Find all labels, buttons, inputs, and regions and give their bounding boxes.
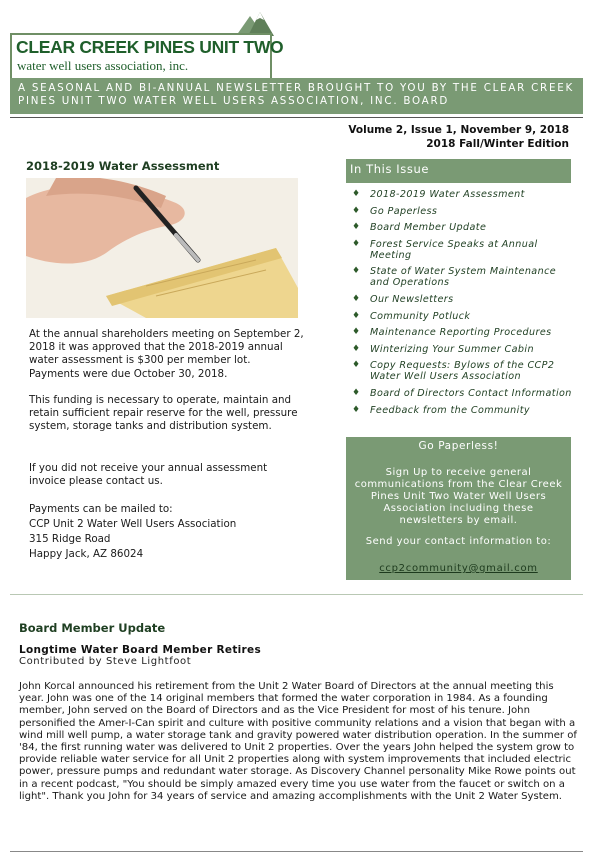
toc-item[interactable]: ♦ Board of Directors Contact Information xyxy=(352,387,572,399)
toc-item[interactable]: ♦ Maintenance Reporting Procedures xyxy=(352,327,552,339)
diamond-bullet-icon: ♦ xyxy=(352,387,361,398)
assessment-paragraph-2: This funding is necessary to operate, maintain and retain sufficient repair reserve for the well, pressure system, storage tanks and distribution system. xyxy=(29,394,298,433)
divider xyxy=(10,851,583,852)
go-paperless-body: Sign Up to receive general communications from the Clear Creek Pines Unit Two Water Well Users Association including these newsletters by email. xyxy=(354,467,563,526)
check-writing-photo xyxy=(26,178,298,318)
board-contributor: Contributed by Steve Lightfoot xyxy=(19,656,192,667)
assessment-paragraph-3: If you did not receive your annual assessment invoice please contact us. xyxy=(29,462,268,488)
toc-item[interactable]: ♦ Community Potluck xyxy=(352,310,471,322)
mailing-address xyxy=(29,503,304,563)
toc-item[interactable]: ♦ Our Newsletters xyxy=(352,293,454,305)
address-line: Payments can be mailed to: xyxy=(29,503,173,515)
board-article-body: John Korcal announced his retirement from the Unit 2 Water Board of Directors at the annual meeting this year. John was one of the 14 original members that formed the water corporation in 1984. As a founding member, John served on the Board of Directors and as the Vice President for most of his tenure. John personified the Amer-I-Can spirit and culture with positive community relations and a vision that began with a wind mill well pump, a water storage tank and gravity powered water distribution operation. In the summer of '84, the first running water was delivered to Unit 2 properties. Over the years John helped the system grow to provide reliable water service for all Unit 2 properties along with system improvements that included electric power, pressure pumps and redundant water storage. As Discovery Channel personality Mike Rowe points out in a recent podcast, "You should be simply amazed every time you use water from the faucet or switch on a light". Thank you John for 34 years of service and amazing accomplishments with the Unit 2 Water System. xyxy=(19,681,577,802)
assessment-paragraph-1: At the annual shareholders meeting on September 2, 2018 it was approved that the 2018-2019 annual water assessment is $300 per member lot. Payments were due October 30, 2018. xyxy=(29,328,304,380)
diamond-bullet-icon: ♦ xyxy=(352,266,361,277)
go-paperless-title: Go Paperless! xyxy=(418,440,499,452)
toc-item[interactable]: ♦ 2018-2019 Water Assessment xyxy=(352,189,525,200)
diamond-bullet-icon: ♦ xyxy=(352,205,361,216)
table-of-contents xyxy=(352,189,572,421)
divider xyxy=(10,117,583,118)
diamond-bullet-icon: ♦ xyxy=(352,238,361,249)
issue-volume: Volume 2, Issue 1, November 9, 2018 xyxy=(348,124,569,136)
toc-item[interactable]: ♦ Forest Service Speaks at Annual Meeting xyxy=(352,238,538,261)
toc-item[interactable]: ♦ Winterizing Your Summer Cabin xyxy=(352,343,534,355)
toc-item[interactable]: ♦ State of Water System Maintenance and Operations xyxy=(352,266,557,289)
logo-subtitle: water well users association, inc. xyxy=(17,58,189,73)
board-heading: Board Member Update xyxy=(19,621,166,635)
diamond-bullet-icon: ♦ xyxy=(352,189,361,199)
board-subheading: Longtime Water Board Member Retires xyxy=(19,644,262,656)
address-line: Happy Jack, AZ 86024 xyxy=(29,548,144,560)
diamond-bullet-icon: ♦ xyxy=(352,310,361,321)
toc-item[interactable]: ♦ Go Paperless xyxy=(352,205,438,217)
diamond-bullet-icon: ♦ xyxy=(352,293,361,304)
go-paperless-send: Send your contact information to: xyxy=(365,536,552,547)
logo-title: CLEAR CREEK PINES UNIT TWO xyxy=(16,37,284,57)
diamond-bullet-icon: ♦ xyxy=(352,327,361,338)
contact-email-link[interactable]: ccp2community@gmail.com xyxy=(379,563,538,574)
banner-text: A SEASONAL AND BI-ANNUAL NEWSLETTER BROUGHT TO YOU BY THE CLEAR CREEK PINES UNIT TWO WATER WELL USERS ASSOCIATION, INC. BOARD xyxy=(18,82,574,107)
diamond-bullet-icon: ♦ xyxy=(352,404,361,415)
assessment-heading: 2018-2019 Water Assessment xyxy=(26,159,220,173)
in-this-issue-title: In This Issue xyxy=(350,162,430,176)
diamond-bullet-icon: ♦ xyxy=(352,360,361,371)
issue-edition: 2018 Fall/Winter Edition xyxy=(426,138,569,150)
diamond-bullet-icon: ♦ xyxy=(352,222,361,233)
toc-item[interactable]: ♦ Board Member Update xyxy=(352,222,487,234)
toc-item[interactable]: ♦ Feedback from the Community xyxy=(352,404,530,416)
address-line: CCP Unit 2 Water Well Users Association xyxy=(29,518,237,530)
divider xyxy=(10,594,583,595)
diamond-bullet-icon: ♦ xyxy=(352,343,361,354)
address-line: 315 Ridge Road xyxy=(29,533,111,545)
toc-item[interactable]: ♦ Copy Requests: Bylows of the CCP2 Water Well Users Association xyxy=(352,360,555,383)
